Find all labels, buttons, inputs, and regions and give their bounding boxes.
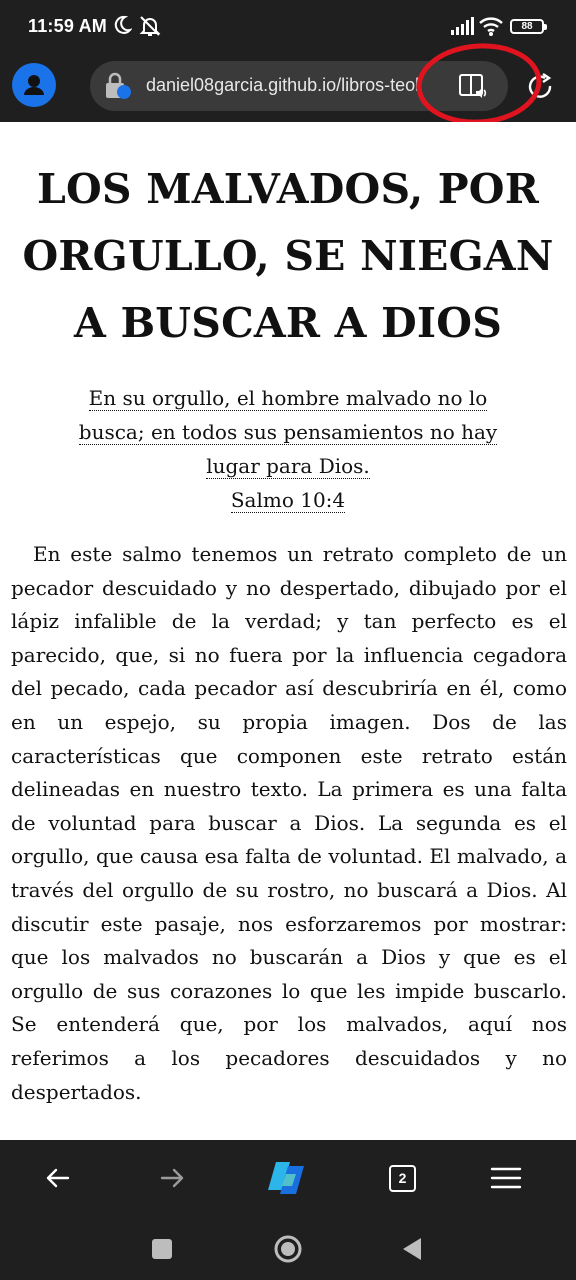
address-bar[interactable] (90, 61, 508, 111)
back-icon[interactable] (396, 1232, 430, 1266)
bottom-nav (0, 1140, 576, 1218)
epigraph-line-3: lugar para Dios. (206, 454, 370, 478)
status-time: 11:59 AM (28, 16, 107, 36)
browser-toolbar (0, 52, 576, 122)
refresh-icon[interactable] (526, 72, 556, 102)
tabs-icon[interactable] (389, 1165, 416, 1192)
notifications-off-icon (138, 14, 162, 42)
menu-icon[interactable] (486, 1160, 526, 1196)
wifi-icon (478, 15, 504, 41)
epigraph (60, 381, 516, 517)
tab-count: 2 (398, 1170, 407, 1186)
home-icon[interactable] (271, 1232, 305, 1266)
url-text[interactable]: daniel08garcia.github.io/libros-teol (146, 75, 420, 95)
avatar-icon[interactable] (12, 63, 56, 107)
battery-icon (510, 19, 544, 34)
signal-icon (450, 16, 474, 40)
epigraph-line-1: En su orgullo, el hombre malvado no lo (88, 386, 488, 410)
copilot-icon[interactable] (264, 1156, 312, 1200)
moon-icon (112, 14, 132, 40)
page-title: LOS MALVADOS, POR ORGULLO, SE NIEGAN A BUSCAR A DIOS (22, 165, 554, 347)
body-paragraph: En este salmo tenemos un retrato completo de un pecador descuidado y no despertado, dibujado por el lápiz infalible de la verdad; y tan perfecto es el parecido, que, si no fuera por la influencia cegadora del pecado, cada pecador así descubriría en él, como en un espejo, su propia imagen. Dos de las características que componen este retrato están delineadas en nuestro texto. La primera es una falta de voluntad para buscar a Dios. La segunda es el orgullo, que causa esa falta de voluntad. El malvado, a través del orgullo de su rostro, no buscará a Dios. Al discutir este pasaje, nos esforzaremos por mostrar: que los malvados no buscarán a Dios y que es el orgullo de sus corazones lo que les impide buscarlo. Se entenderá que, por los malvados, aquí nos referimos a los pecadores descuidados y no despertados. (11, 542, 567, 1104)
epigraph-reference: Salmo 10:4 (230, 488, 346, 512)
battery-level: 88 (521, 21, 533, 32)
read-aloud-icon[interactable] (458, 73, 490, 101)
system-nav (0, 1218, 576, 1280)
back-arrow-icon[interactable] (38, 1160, 78, 1196)
status-bar (0, 0, 576, 52)
site-info-icon[interactable] (104, 72, 136, 102)
epigraph-line-2: busca; en todos sus pensamientos no hay (78, 420, 498, 444)
recents-icon[interactable] (145, 1232, 179, 1266)
forward-arrow-icon[interactable] (152, 1160, 192, 1196)
article (0, 122, 576, 1140)
